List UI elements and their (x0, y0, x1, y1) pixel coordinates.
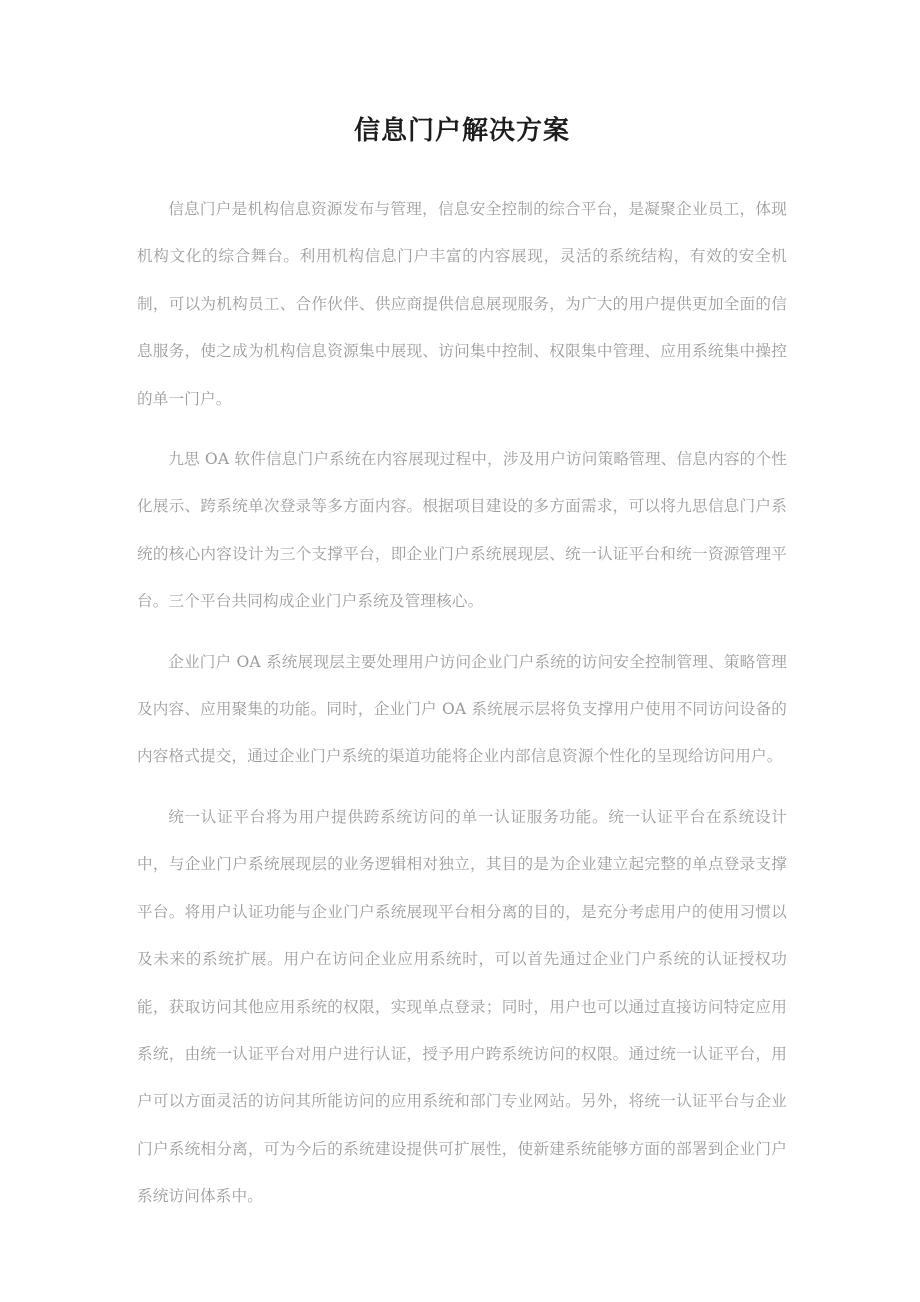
paragraph-4: 统一认证平台将为用户提供跨系统访问的单一认证服务功能。统一认证平台在系统设计中，与企业门户系统展现层的业务逻辑相对独立，其目的是为企业建立起完整的单点登录支撑平台。将用户认证功能与企业门户系统展现平台相分离的目的，是充分考虑用户的使用习惯以及未来的系统扩展。用户在访问企业应用系统时，可以首先通过企业门户系统的认证授权功能，获取访问其他应用系统的权限，实现单点登录；同时，用户也可以通过直接访问特定应用系统，由统一认证平台对用户进行认证，授予用户跨系统访问的权限。通过统一认证平台，用户可以方面灵活的访问其所能访问的应用系统和部门专业网站。另外，将统一认证平台与企业门户系统相分离，可为今后的系统建设提供可扩展性，使新建系统能够方面的部署到企业门户系统访问体系中。 (137, 807, 787, 1206)
document-body (137, 186, 787, 1221)
paragraph-2: 九思 OA 软件信息门户系统在内容展现过程中，涉及用户访问策略管理、信息内容的个性化展示、跨系统单次登录等多方面内容。根据项目建设的多方面需求，可以将九思信息门户系统的核心内容设计为三个支撑平台，即企业门户系统展现层、统一认证平台和统一资源管理平台。三个平台共同构成企业门户系统及管理核心。 (137, 450, 787, 611)
paragraph-3: 企业门户 OA 系统展现层主要处理用户访问企业门户系统的访问安全控制管理、策略管理及内容、应用聚集的功能。同时，企业门户 OA 系统展示层将负支撑用户使用不同访问设备的内容格式提交，通过企业门户系统的渠道功能将企业内部信息资源个性化的呈现给访问用户。 (137, 652, 787, 766)
paragraph-1: 信息门户是机构信息资源发布与管理，信息安全控制的综合平台，是凝聚企业员工，体现机构文化的综合舞台。利用机构信息门户丰富的内容展现，灵活的系统结构，有效的安全机制，可以为机构员工、合作伙伴、供应商提供信息展现服务，为广大的用户提供更加全面的信息服务，使之成为机构信息资源集中展现、访问集中控制、权限集中管理、应用系统集中操控的单一门户。 (137, 200, 787, 408)
document-content (137, 0, 787, 1221)
page-title: 信息门户解决方案 (353, 116, 570, 146)
